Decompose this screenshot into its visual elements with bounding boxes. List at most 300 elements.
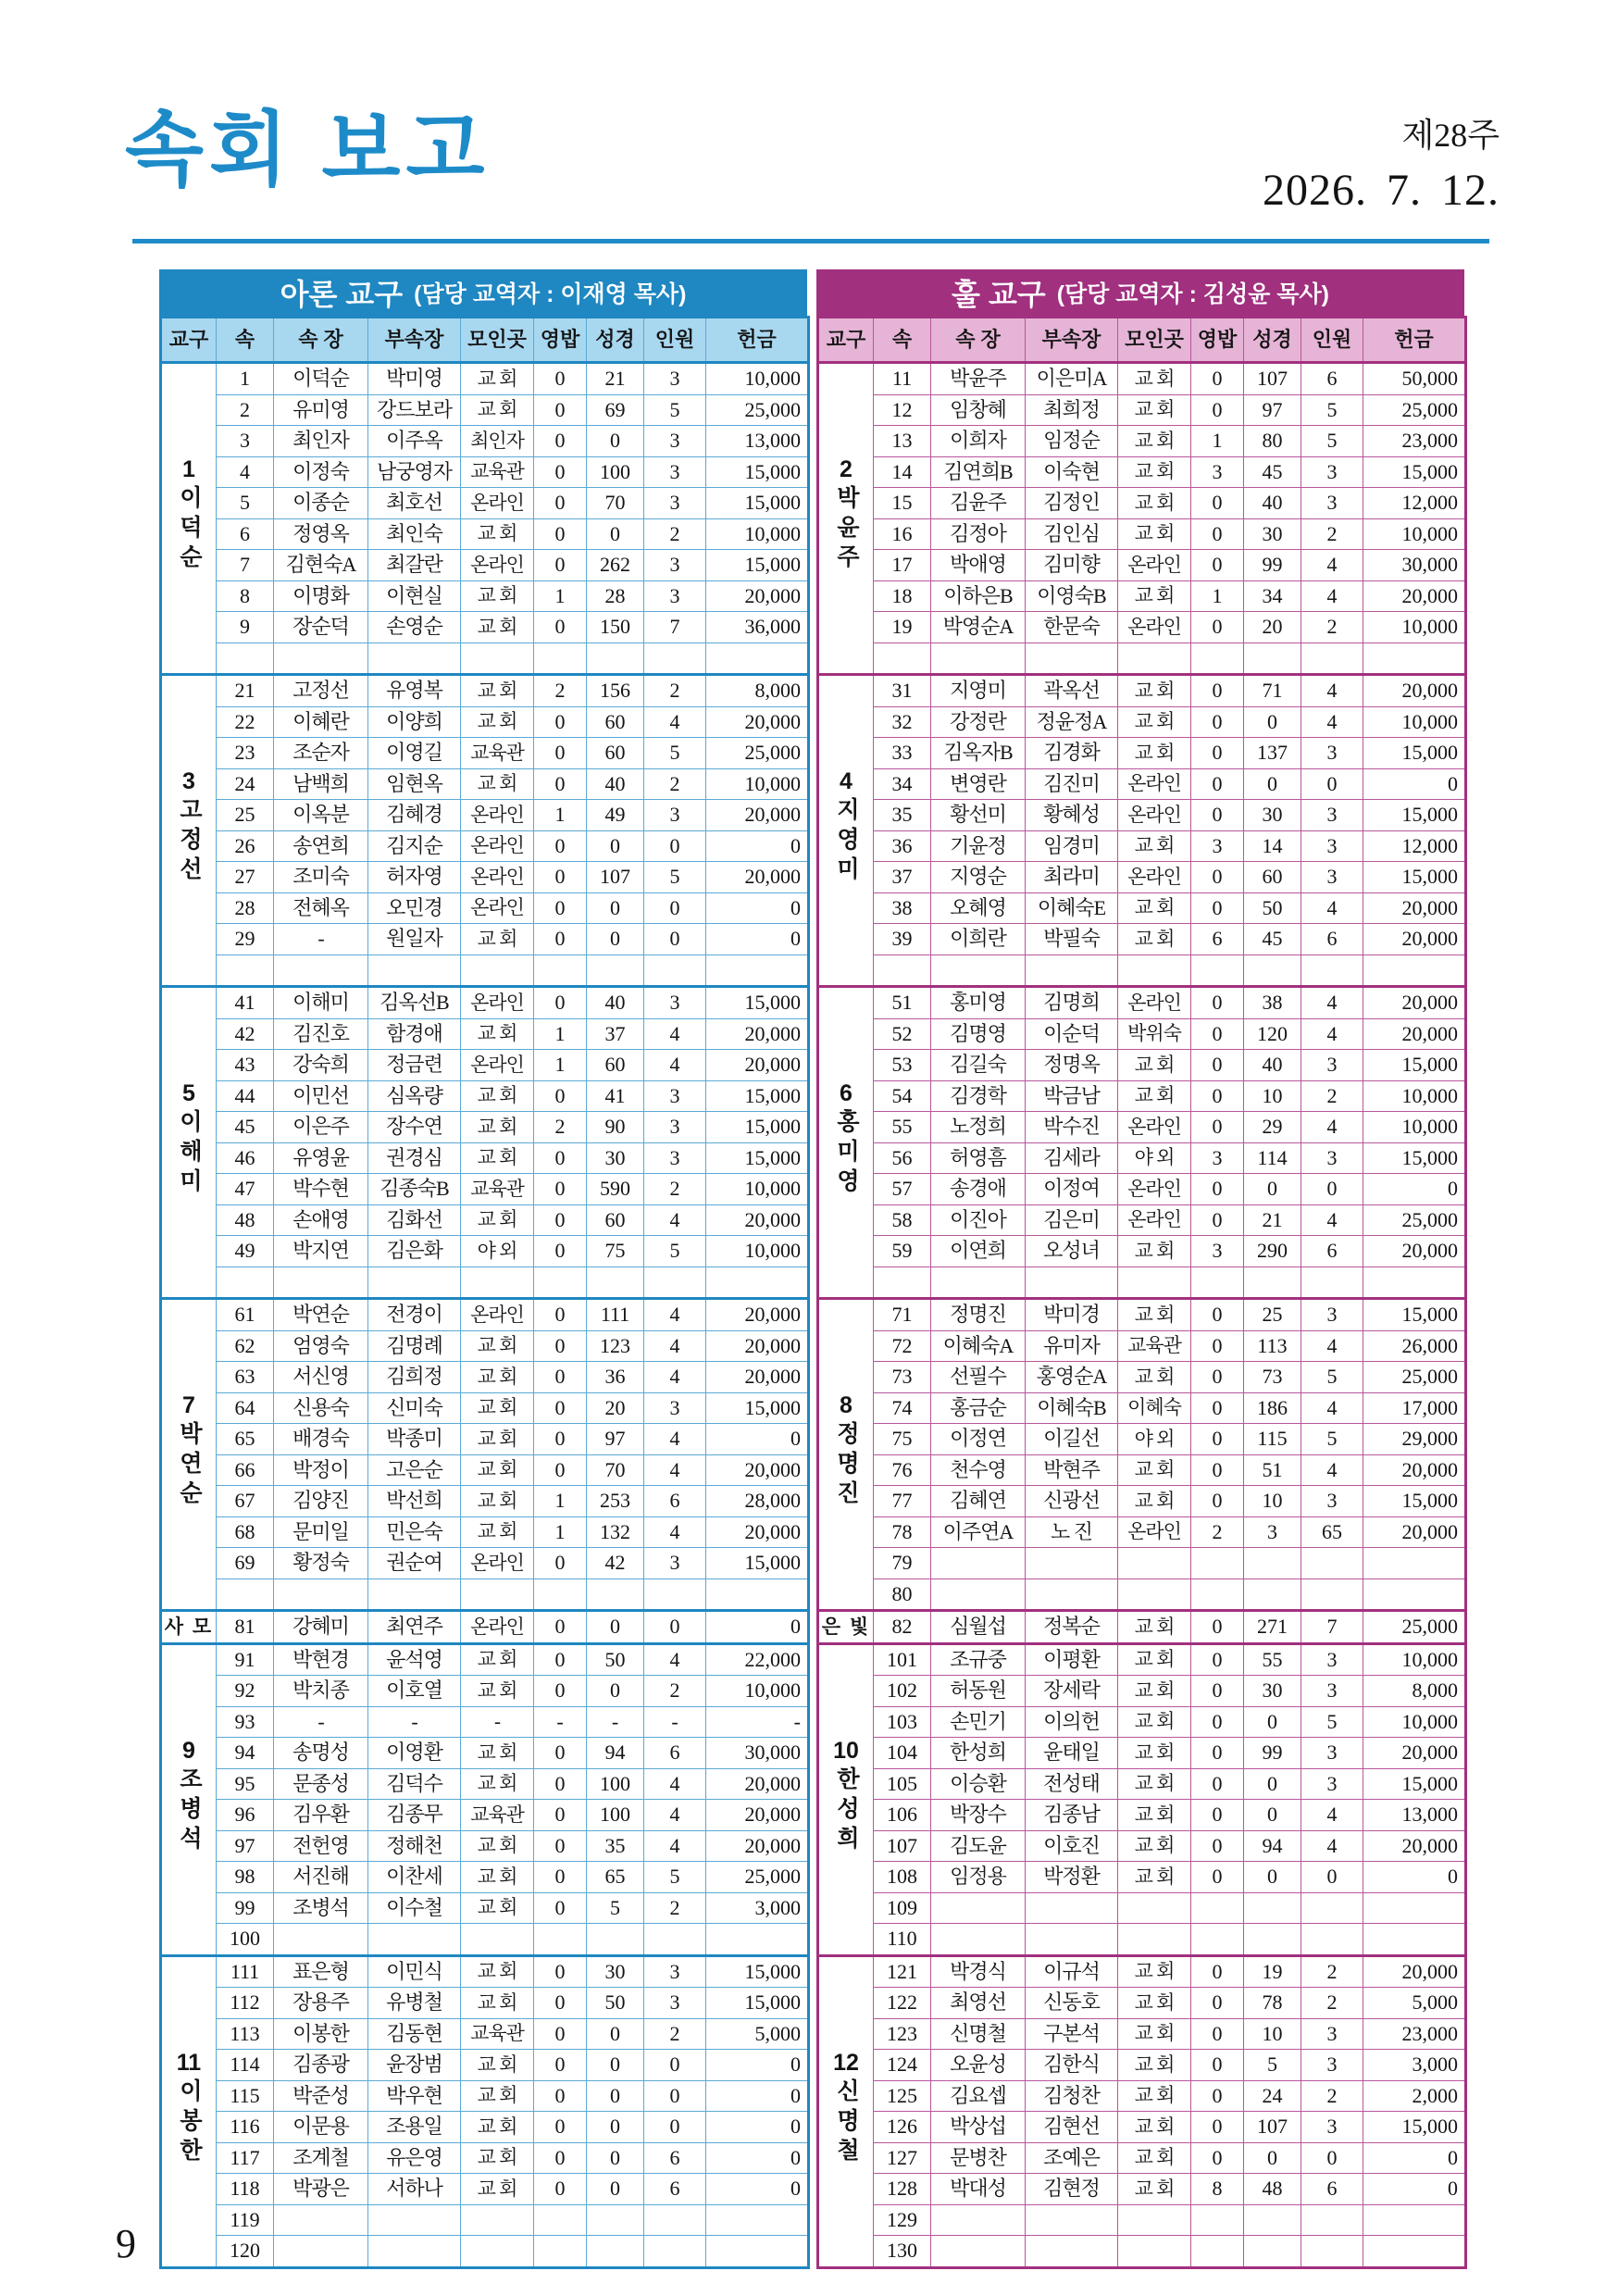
page-title: 속회 보고 [125, 104, 491, 195]
yeongbap-count: 0 [1191, 675, 1244, 707]
leader-name: 조미숙 [274, 862, 368, 893]
sub-leader-name: 곽옥선 [1026, 675, 1118, 707]
leader-name: 정영옥 [274, 518, 368, 550]
bible-count: 271 [1244, 1611, 1301, 1644]
yeongbap-count [534, 2204, 587, 2236]
offering-amount: 29,000 [1363, 1424, 1466, 1455]
attendance-count: 5 [1301, 1706, 1363, 1738]
attendance-count: 4 [644, 1299, 706, 1331]
offering-amount: - [706, 1706, 809, 1738]
table-row [818, 955, 1466, 987]
sub-leader-name: 박필숙 [1026, 924, 1118, 955]
group-leader-name: 사 모 [164, 1616, 214, 1638]
attendance-count: 4 [1301, 1800, 1363, 1831]
yeongbap-count: 0 [534, 1454, 587, 1486]
attendance-count: 2 [1301, 1955, 1363, 1988]
table-row [161, 394, 809, 426]
sub-leader-name: 김덕수 [368, 1768, 461, 1800]
sub-leader-name [368, 955, 461, 987]
table-row [161, 643, 809, 675]
table-row [161, 518, 809, 550]
yeongbap-count: 8 [1191, 2174, 1244, 2205]
sub-leader-name: 정금련 [368, 1050, 461, 1081]
sub-leader-name: 최라미 [1026, 862, 1118, 893]
yeongbap-count: 0 [534, 768, 587, 800]
offering-amount: 22,000 [706, 1643, 809, 1676]
meeting-place: 교 회 [461, 1112, 534, 1143]
meeting-place: 교 회 [461, 2050, 534, 2081]
yeongbap-count: 0 [1191, 1050, 1244, 1081]
sok-number: 6 [217, 518, 274, 550]
yeongbap-count: 0 [534, 1830, 587, 1862]
meeting-place: 교 회 [461, 1454, 534, 1486]
meeting-place: 교 회 [461, 768, 534, 800]
attendance-count: 4 [644, 1516, 706, 1548]
bible-count: 45 [1244, 456, 1301, 488]
table-row [161, 924, 809, 955]
yeongbap-count: 0 [534, 892, 587, 924]
table-row [818, 643, 1466, 675]
table-row [161, 987, 809, 1019]
leader-name: - [274, 1706, 368, 1738]
sok-number: 53 [874, 1050, 931, 1081]
yeongbap-count: 0 [1191, 1706, 1244, 1738]
attendance-count: 4 [644, 1050, 706, 1081]
sok-number: 92 [217, 1676, 274, 1707]
attendance-count: 0 [644, 892, 706, 924]
yeongbap-count: 3 [1191, 1236, 1244, 1267]
sok-number: 107 [874, 1830, 931, 1862]
yeongbap-count: 0 [1191, 768, 1244, 800]
table-row [161, 1706, 809, 1738]
attendance-count: 4 [644, 1454, 706, 1486]
attendance-count: 0 [644, 2050, 706, 2081]
table-row [161, 800, 809, 831]
bible-count: 36 [587, 1362, 644, 1393]
attendance-count: 3 [1301, 1050, 1363, 1081]
attendance-count: 4 [1301, 1204, 1363, 1236]
bible-count: 40 [1244, 1050, 1301, 1081]
yeongbap-count: 0 [1191, 1676, 1244, 1707]
attendance-count [1301, 643, 1363, 675]
meeting-place: 교 회 [1118, 2050, 1191, 2081]
offering-amount: 15,000 [706, 456, 809, 488]
attendance-count: 3 [644, 1955, 706, 1988]
sub-leader-name: 윤태일 [1026, 1738, 1118, 1769]
sub-leader-name: 임정순 [1026, 426, 1118, 457]
yeongbap-count: 3 [1191, 1142, 1244, 1174]
meeting-place: 교 회 [461, 1080, 534, 1112]
bible-count: 75 [587, 1236, 644, 1267]
sub-leader-name: 강드보라 [368, 394, 461, 426]
sok-number: 110 [874, 1924, 931, 1956]
meeting-place: 교 회 [461, 2174, 534, 2205]
meeting-place: 교육관 [461, 456, 534, 488]
table-row [818, 892, 1466, 924]
bible-count: 45 [1244, 924, 1301, 955]
sub-leader-name: 이숙현 [1026, 456, 1118, 488]
meeting-place: 교 회 [1118, 2018, 1191, 2050]
sok-number: 97 [217, 1830, 274, 1862]
column-header-row [161, 318, 809, 363]
sok-number: 12 [874, 394, 931, 426]
leader-name: 박경식 [931, 1955, 1026, 1988]
attendance-count [1301, 1892, 1363, 1924]
leader-name: 이진아 [931, 1204, 1026, 1236]
bible-count: 24 [1244, 2080, 1301, 2112]
offering-amount: 15,000 [1363, 456, 1466, 488]
leader-name: 김연희B [931, 456, 1026, 488]
yeongbap-count: - [534, 1706, 587, 1738]
bible-count: 0 [587, 2112, 644, 2143]
sub-leader-name [1026, 1892, 1118, 1924]
offering-amount [1363, 1924, 1466, 1956]
sok-number: 55 [874, 1112, 931, 1143]
table-row [818, 1988, 1466, 2019]
leader-name: 김혜연 [931, 1486, 1026, 1517]
sub-leader-name: 최희정 [1026, 394, 1118, 426]
table-row [161, 363, 809, 395]
bible-count: 73 [1244, 1362, 1301, 1393]
sok-number: 58 [874, 1204, 931, 1236]
attendance-count: 6 [644, 1486, 706, 1517]
meeting-place: 온라인 [461, 830, 534, 862]
yeongbap-count [1191, 955, 1244, 987]
sub-leader-name: 김은미 [1026, 1204, 1118, 1236]
bible-count: 70 [587, 1454, 644, 1486]
sub-leader-name: 정윤정A [1026, 706, 1118, 738]
sok-number: 15 [874, 488, 931, 519]
bible-count: 40 [1244, 488, 1301, 519]
table-row [818, 612, 1466, 643]
offering-amount: 25,000 [706, 1862, 809, 1893]
col-header-leader: 속 장 [931, 318, 1026, 363]
sok-number: 71 [874, 1299, 931, 1331]
attendance-count [644, 1578, 706, 1611]
offering-amount: 10,000 [1363, 518, 1466, 550]
sok-number: 39 [874, 924, 931, 955]
meeting-place: 교 회 [1118, 1050, 1191, 1081]
meeting-place: 온라인 [1118, 1174, 1191, 1205]
sok-number: 7 [217, 550, 274, 581]
meeting-place [1118, 1892, 1191, 1924]
sok-number: 91 [217, 1643, 274, 1676]
yeongbap-count: 0 [1191, 1330, 1244, 1362]
sok-number: 63 [217, 1362, 274, 1393]
attendance-count: 4 [1301, 1830, 1363, 1862]
bible-count [1244, 2204, 1301, 2236]
offering-amount: 25,000 [1363, 1611, 1466, 1644]
meeting-place: 온라인 [1118, 612, 1191, 643]
sok-number: 115 [217, 2080, 274, 2112]
offering-amount [706, 2236, 809, 2268]
attendance-count: 5 [1301, 1424, 1363, 1455]
yeongbap-count: 0 [534, 1768, 587, 1800]
leader-name [274, 2236, 368, 2268]
table-row [161, 550, 809, 581]
attendance-count: 5 [644, 1236, 706, 1267]
leader-name: 김진호 [274, 1018, 368, 1050]
yeongbap-count: 0 [534, 1392, 587, 1424]
group-block [161, 675, 809, 987]
sok-number: 19 [874, 612, 931, 643]
offering-amount: 20,000 [706, 1362, 809, 1393]
table-row [818, 675, 1466, 707]
yeongbap-count: 0 [534, 1204, 587, 1236]
meeting-place [461, 643, 534, 675]
sub-leader-name [368, 2204, 461, 2236]
table-row [161, 1392, 809, 1424]
yeongbap-count: 0 [1191, 394, 1244, 426]
meeting-place: 이혜숙 [1118, 1392, 1191, 1424]
offering-amount: 25,000 [1363, 1362, 1466, 1393]
offering-amount: 25,000 [706, 738, 809, 769]
offering-amount: 0 [706, 1424, 809, 1455]
bible-count: 0 [1244, 1706, 1301, 1738]
group-block [818, 987, 1466, 1299]
meeting-place: 교 회 [1118, 394, 1191, 426]
group-number: 4 [840, 768, 853, 794]
meeting-place: 교육관 [461, 2018, 534, 2050]
yeongbap-count: 0 [1191, 1112, 1244, 1143]
meeting-place: 교 회 [1118, 2112, 1191, 2143]
sok-number: 28 [217, 892, 274, 924]
attendance-count: 4 [1301, 580, 1363, 612]
sub-leader-name: 박수진 [1026, 1112, 1118, 1143]
attendance-count [1301, 1267, 1363, 1299]
meeting-place: 온라인 [461, 1050, 534, 1081]
leader-name [931, 1548, 1026, 1579]
group-leader-name: 고정선 [176, 797, 203, 886]
yeongbap-count: 0 [1191, 550, 1244, 581]
meeting-place: 교 회 [1118, 675, 1191, 707]
leader-name: 이하은B [931, 580, 1026, 612]
bible-count: 50 [1244, 892, 1301, 924]
meeting-place [461, 1924, 534, 1956]
bible-count: 10 [1244, 2018, 1301, 2050]
yeongbap-count: 0 [534, 1548, 587, 1579]
col-header-attendance: 인원 [1301, 318, 1363, 363]
attendance-count: 3 [1301, 1486, 1363, 1517]
sok-number: 119 [217, 2204, 274, 2236]
yeongbap-count: 6 [1191, 924, 1244, 955]
sok-number: 25 [217, 800, 274, 831]
attendance-count [644, 955, 706, 987]
leader-name: 김우환 [274, 1800, 368, 1831]
sub-leader-name: 권경심 [368, 1142, 461, 1174]
sok-number: 21 [217, 675, 274, 707]
sub-leader-name: 박금남 [1026, 1080, 1118, 1112]
attendance-count: 0 [1301, 2142, 1363, 2174]
bible-count: 100 [587, 1800, 644, 1831]
leader-name: 조규중 [931, 1643, 1026, 1676]
sub-leader-name: 오성녀 [1026, 1236, 1118, 1267]
bible-count [587, 2204, 644, 2236]
leader-name: 박상섭 [931, 2112, 1026, 2143]
table-row [818, 1924, 1466, 1956]
leader-name: 최영선 [931, 1988, 1026, 2019]
attendance-count: 0 [644, 2112, 706, 2143]
group-block [818, 363, 1466, 675]
bible-count [587, 643, 644, 675]
leader-name: 이혜란 [274, 706, 368, 738]
bible-count: 40 [587, 768, 644, 800]
leader-name: 이명화 [274, 580, 368, 612]
yeongbap-count: 0 [534, 1676, 587, 1707]
attendance-count: 3 [1301, 1738, 1363, 1769]
bible-count: 0 [1244, 1862, 1301, 1893]
leader-name: 최인자 [274, 426, 368, 457]
sub-leader-name: 이영환 [368, 1738, 461, 1769]
offering-amount: 20,000 [706, 1330, 809, 1362]
sok-number: 47 [217, 1174, 274, 1205]
sub-leader-name: 윤장범 [368, 2050, 461, 2081]
bible-count: 137 [1244, 738, 1301, 769]
meeting-place: 온라인 [1118, 862, 1191, 893]
offering-amount: 0 [1363, 2174, 1466, 2205]
meeting-place: 교 회 [461, 1424, 534, 1455]
attendance-count: 3 [1301, 800, 1363, 831]
sok-number: 49 [217, 1236, 274, 1267]
meeting-place: 최인자 [461, 426, 534, 457]
bible-count: 49 [587, 800, 644, 831]
group-block [818, 1611, 1466, 1644]
yeongbap-count [1191, 2236, 1244, 2268]
sok-number: 61 [217, 1299, 274, 1331]
meeting-place: 교 회 [461, 1676, 534, 1707]
meeting-place: 교 회 [461, 363, 534, 395]
table-row [161, 1738, 809, 1769]
yeongbap-count: 0 [1191, 1080, 1244, 1112]
sok-number: 80 [874, 1578, 931, 1611]
yeongbap-count: 0 [534, 1611, 587, 1644]
attendance-count: 0 [644, 830, 706, 862]
sub-leader-name: 원일자 [368, 924, 461, 955]
yeongbap-count: 0 [534, 1080, 587, 1112]
leader-name: 선필수 [931, 1362, 1026, 1393]
meeting-place [1118, 1267, 1191, 1299]
sub-leader-name: 한문숙 [1026, 612, 1118, 643]
sub-leader-name: 김종무 [368, 1800, 461, 1831]
group-block [161, 1955, 809, 2267]
sok-number: 122 [874, 1988, 931, 2019]
offering-amount: 20,000 [1363, 1830, 1466, 1862]
yeongbap-count: 0 [534, 2018, 587, 2050]
leader-name: 이종순 [274, 488, 368, 519]
group-block [818, 1299, 1466, 1611]
meeting-place: 교 회 [461, 1643, 534, 1676]
offering-amount: 0 [706, 892, 809, 924]
table-row [161, 1548, 809, 1579]
leader-name: 한성희 [931, 1738, 1026, 1769]
offering-amount: 17,000 [1363, 1392, 1466, 1424]
col-header-attendance: 인원 [644, 318, 706, 363]
table-row [161, 2204, 809, 2236]
yeongbap-count: 1 [534, 1050, 587, 1081]
col-header-yeongbap: 영밥 [1191, 318, 1244, 363]
leader-name: 박수현 [274, 1174, 368, 1205]
table-row [161, 1768, 809, 1800]
offering-amount: 20,000 [706, 1830, 809, 1862]
offering-amount [706, 1578, 809, 1611]
yeongbap-count: 0 [1191, 488, 1244, 519]
bible-count: 0 [587, 2050, 644, 2081]
sok-number: 100 [217, 1924, 274, 1956]
bible-count: 71 [1244, 675, 1301, 707]
attendance-count: 4 [1301, 1018, 1363, 1050]
attendance-count: 3 [644, 800, 706, 831]
bible-count [1244, 2236, 1301, 2268]
bible-count: 20 [587, 1392, 644, 1424]
attendance-count: 5 [644, 1862, 706, 1893]
offering-amount: 23,000 [1363, 2018, 1466, 2050]
attendance-count: 5 [1301, 426, 1363, 457]
bible-count: 0 [1244, 768, 1301, 800]
sok-number [217, 643, 274, 675]
sok-number: 67 [217, 1486, 274, 1517]
sub-leader-name: 이평환 [1026, 1643, 1118, 1676]
sub-leader-name: 황혜성 [1026, 800, 1118, 831]
table-row [161, 675, 809, 707]
sub-leader-name [1026, 643, 1118, 675]
table-row [818, 768, 1466, 800]
table-row [161, 1516, 809, 1548]
yeongbap-count: 0 [534, 2050, 587, 2081]
yeongbap-count: 0 [1191, 2050, 1244, 2081]
meeting-place [1118, 1548, 1191, 1579]
group-block [818, 1643, 1466, 1955]
group-block [161, 1611, 809, 1644]
table-row [818, 2174, 1466, 2205]
sok-number: 27 [217, 862, 274, 893]
sub-leader-name: 장수연 [368, 1112, 461, 1143]
bible-count: 290 [1244, 1236, 1301, 1267]
meeting-place: 교 회 [461, 1768, 534, 1800]
offering-amount: 0 [1363, 1862, 1466, 1893]
leader-name: 신명철 [931, 2018, 1026, 2050]
meeting-place: 교 회 [461, 1516, 534, 1548]
offering-amount: 15,000 [1363, 1768, 1466, 1800]
sub-leader-name: 이혜숙E [1026, 892, 1118, 924]
bible-count: 10 [1244, 1080, 1301, 1112]
leader-name: 김양진 [274, 1486, 368, 1517]
sub-leader-name: 전경이 [368, 1299, 461, 1331]
attendance-count: 4 [1301, 1454, 1363, 1486]
leader-name: 박현경 [274, 1643, 368, 1676]
bible-count: 60 [587, 1050, 644, 1081]
attendance-count: 2 [644, 768, 706, 800]
attendance-count: 3 [644, 363, 706, 395]
sok-number: 42 [217, 1018, 274, 1050]
offering-amount: 0 [706, 830, 809, 862]
yeongbap-count: 0 [1191, 1955, 1244, 1988]
attendance-count: 4 [644, 1330, 706, 1362]
attendance-count: 2 [1301, 2080, 1363, 2112]
group-leader-name: 이덕순 [176, 485, 203, 574]
sub-leader-name: 신동호 [1026, 1988, 1118, 2019]
table-row [818, 2204, 1466, 2236]
leader-name: 문종성 [274, 1768, 368, 1800]
yeongbap-count: 0 [534, 1236, 587, 1267]
leader-name: 박대성 [931, 2174, 1026, 2205]
offering-amount: 20,000 [706, 1050, 809, 1081]
yeongbap-count: 0 [534, 1738, 587, 1769]
leader-name [931, 955, 1026, 987]
meeting-place: 교 회 [1118, 1800, 1191, 1831]
yeongbap-count: 0 [1191, 800, 1244, 831]
group-block [818, 675, 1466, 987]
table-row [161, 738, 809, 769]
